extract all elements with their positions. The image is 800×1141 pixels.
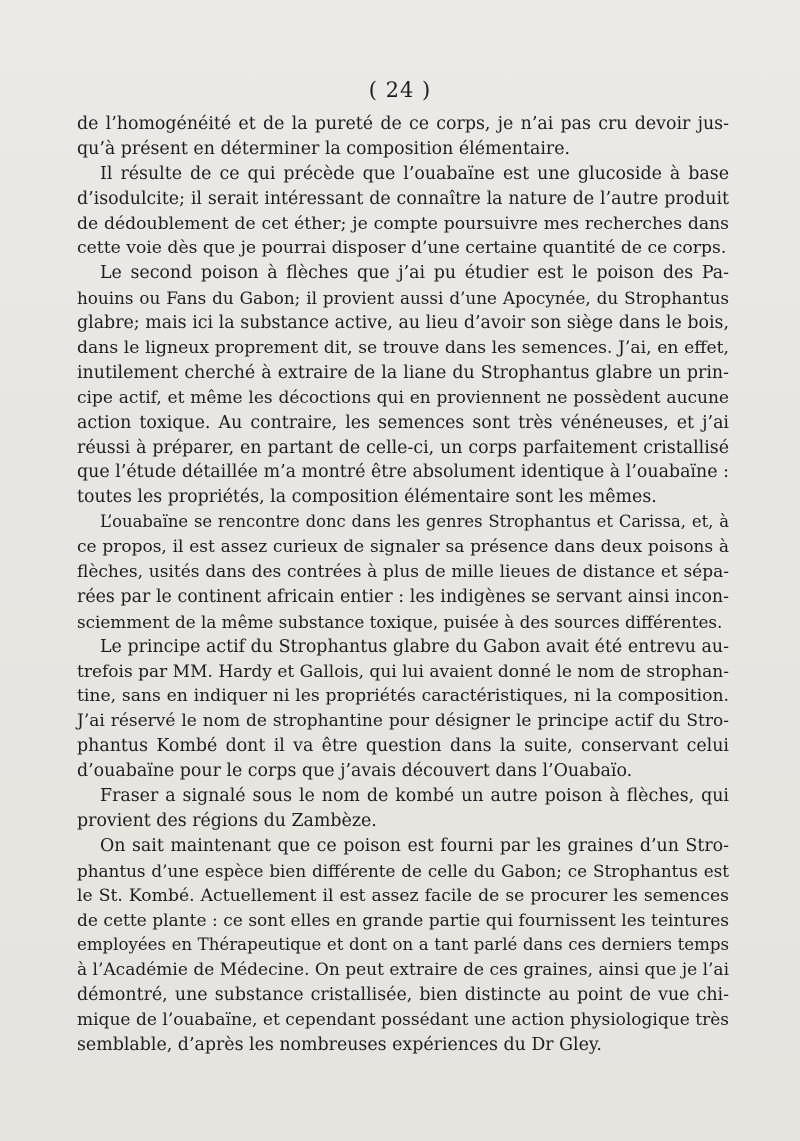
text-line: qu’à présent en déterminer la composition élémentaire. bbox=[77, 138, 571, 159]
text-line: action toxique. Au contraire, les semences sont très vénéneuses, et j’ai bbox=[77, 412, 729, 433]
text-line: que l’étude détaillée m’a montré être absolument identique à l’ouabaïne : bbox=[77, 462, 729, 483]
text-line: Le second poison à flèches que j’ai pu étudier est le poison des Pa- bbox=[100, 263, 729, 284]
text-line: toutes les propriétés, la composition élémentaire sont les mêmes. bbox=[77, 487, 657, 508]
text-line: trefois par MM. Hardy et Gallois, qui lui avaient donné le nom de strophan- bbox=[77, 661, 729, 682]
text-line: Il résulte de ce qui précède que l’ouabaïne est une glucoside à base bbox=[100, 163, 729, 184]
text-line: On sait maintenant que ce poison est fourni par les graines d’un Stro- bbox=[100, 835, 729, 856]
text-line: houins ou Fans du Gabon; il provient aussi d’une Apocynée, du Strophantus bbox=[77, 288, 729, 309]
text-line: L’ouabaïne se rencontre donc dans les genres Strophantus et Carissa, et, à bbox=[100, 512, 729, 532]
text-line: de cette plante : ce sont elles en grande partie qui fournissent les teintures bbox=[77, 910, 729, 931]
text-line: d’ouabaïne pour le corps que j’avais découvert dans l’Ouabaïo. bbox=[77, 761, 633, 782]
text-line: glabre; mais ici la substance active, au lieu d’avoir son siège dans le bois, bbox=[77, 313, 729, 334]
text-line: Fraser a signalé sous le nom de kombé un autre poison à flèches, qui bbox=[100, 786, 729, 807]
body-text bbox=[77, 112, 729, 1058]
text-line: d’isodulcite; il serait intéressant de connaître la nature de l’autre produit bbox=[77, 188, 729, 209]
text-line: cette voie dès que je pourrai disposer d’une certaine quantité de ce corps. bbox=[77, 238, 727, 259]
text-line: phantus d’une espèce bien différente de celle du Gabon; ce Strophantus est bbox=[77, 860, 729, 881]
text-line: sciemment de la même substance toxique, puisée à des sources différentes. bbox=[77, 611, 723, 632]
text-line: mique de l’ouabaïne, et cependant possédant une action physiologique très bbox=[77, 1010, 729, 1031]
text-line: tine, sans en indiquer ni les propriétés caractéristiques, ni la composition. bbox=[77, 686, 729, 707]
text-line: à l’Académie de Médecine. On peut extraire de ces graines, ainsi que je l’ai bbox=[77, 960, 729, 981]
text-line: provient des régions du Zambèze. bbox=[77, 810, 377, 831]
text-line: phantus Kombé dont il va être question dans la suite, conservant celui bbox=[77, 736, 729, 757]
text-line: flèches, usités dans des contrées à plus de mille lieues de distance et sépa- bbox=[77, 562, 729, 583]
text-line: cipe actif, et même les décoctions qui en proviennent ne possèdent aucune bbox=[77, 387, 729, 408]
text-line: ce propos, il est assez curieux de signaler sa présence dans deux poisons à bbox=[77, 537, 729, 558]
text-line: réussi à préparer, en partant de celle-ci, un corps parfaitement cristallisé bbox=[77, 437, 729, 458]
text-line: Le principe actif du Strophantus glabre du Gabon avait été entrevu au- bbox=[100, 636, 729, 657]
text-line: J’ai réservé le nom de strophantine pour désigner le principe actif du Stro- bbox=[77, 711, 729, 732]
text-line: démontré, une substance cristallisée, bien distincte au point de vue chi- bbox=[77, 985, 729, 1006]
page-number: ( 24 ) bbox=[368, 78, 432, 102]
text-line: dans le ligneux proprement dit, se trouve dans les semences. J’ai, en effet, bbox=[77, 338, 729, 359]
text-line: semblable, d’après les nombreuses expériences du Dr Gley. bbox=[77, 1034, 602, 1055]
text-line: le St. Kombé. Actuellement il est assez facile de se procurer les semences bbox=[77, 885, 729, 906]
text-line: inutilement cherché à extraire de la liane du Strophantus glabre un prin- bbox=[77, 362, 729, 383]
text-line: rées par le continent africain entier : les indigènes se servant ainsi incon- bbox=[77, 586, 729, 607]
text-line: de l’homogénéité et de la pureté de ce corps, je n’ai pas cru devoir jus- bbox=[77, 114, 729, 134]
text-line: employées en Thérapeutique et dont on a tant parlé dans ces derniers temps bbox=[77, 935, 729, 955]
text-line: de dédoublement de cet éther; je compte poursuivre mes recherches dans bbox=[77, 213, 729, 234]
